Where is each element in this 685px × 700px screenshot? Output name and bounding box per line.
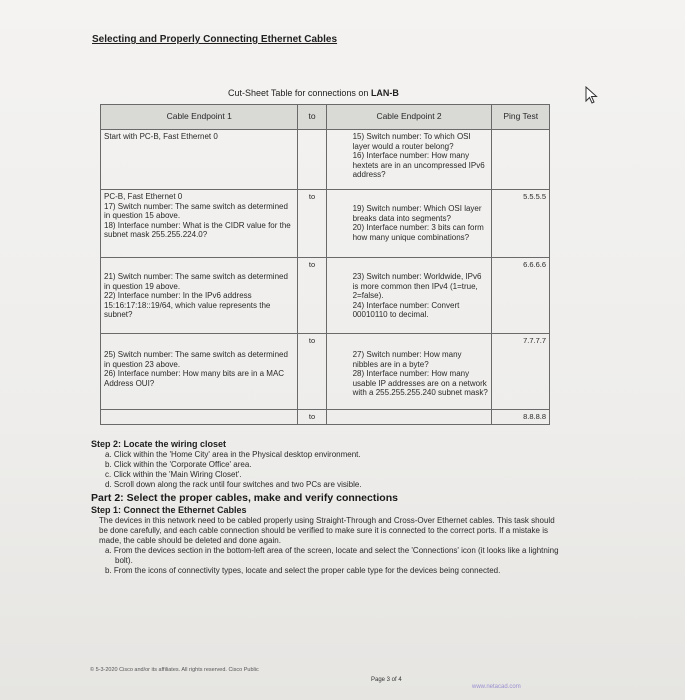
step2-heading: Step 2: Locate the wiring closet (91, 439, 227, 449)
table-row (101, 334, 550, 410)
step2-item-b: b. Click within the 'Corporate Office' area. (105, 460, 252, 469)
row2-ep2-line1: 19) Switch number: Which OSI layer breaks data into segments? (352, 204, 482, 223)
table-row (101, 410, 550, 425)
row4-ep1-line1: 25) Switch number: The same switch as determined in question 23 above. (104, 350, 288, 369)
row3-ep1-line2: 22) Interface number: In the IPv6 address 15:16:17:18::19/64, which value represents the subnet? (104, 291, 271, 319)
row2-ep1-line2: 17) Switch number: The same switch as determined in question 15 above. (104, 201, 288, 220)
row4-endpoint-2 (326, 334, 492, 410)
row3-ping: 6.6.6.6 (492, 258, 550, 334)
row5-to: to (298, 410, 326, 425)
table-row (101, 130, 550, 190)
cut-sheet-table (100, 104, 550, 425)
row2-endpoint-1 (101, 190, 298, 258)
row3-ep2-line1: 23) Switch number: Worldwide, IPv6 is more common then IPv4 (1=true, 2=false). (352, 272, 482, 300)
step1-paragraph: The devices in this network need to be cabled properly using Straight-Through and Cross-Over Ethernet cables. This task should be done carefully, and each cable connection should be verified to make sure it is connected to the correct ports. If a mistake is made, the cable should be deleted and done again. (99, 516, 555, 545)
row1-ep1-line1: Start with PC-B, Fast Ethernet 0 (104, 132, 218, 141)
table-row (101, 258, 550, 334)
row4-endpoint-1 (101, 334, 298, 410)
cut-sheet-title (228, 88, 399, 98)
header-to: to (298, 105, 326, 130)
row5-endpoint-1 (101, 410, 298, 425)
header-endpoint-2: Cable Endpoint 2 (326, 105, 492, 130)
row4-ping: 7.7.7.7 (492, 334, 550, 410)
row1-endpoint-1 (101, 130, 298, 190)
mouse-cursor-icon (584, 86, 600, 106)
instructions (91, 439, 561, 576)
row3-endpoint-1 (101, 258, 298, 334)
row5-endpoint-2 (326, 410, 492, 425)
footer-copyright: © 5-3-2020 Cisco and/or its affiliates. All rights reserved. Cisco Public (90, 667, 259, 673)
table-header-row (101, 105, 550, 130)
cut-sheet-title-lan: LAN-B (370, 88, 399, 98)
row1-ep2-line2: 16) Interface number: How many hextets are in an uncompressed IPv6 address? (352, 151, 485, 179)
row1-ep2-line1: 15) Switch number: To which OSI layer would a router belong? (352, 132, 471, 151)
step2-item-c: c. Click within the 'Main Wiring Closet'. (105, 470, 242, 479)
row4-ep1-line2: 26) Interface number: How many bits are in a MAC Address OUI? (104, 369, 285, 388)
row5-ping: 8.8.8.8 (492, 410, 550, 425)
row2-ep1-line3: 18) Interface number: What is the CIDR value for the subnet mask 255.255.224.0? (104, 220, 291, 239)
row2-to: to (298, 190, 326, 258)
table-row (101, 190, 550, 258)
row3-to: to (298, 258, 326, 334)
part2-heading: Part 2: Select the proper cables, make and verify connections (91, 492, 398, 504)
row4-ep2-line2: 28) Interface number: How many usable IP addresses are on a network with a 255.255.255.240 subnet mask? (352, 369, 488, 397)
document-title: Selecting and Properly Connecting Ethernet Cables (92, 34, 338, 45)
step1-item-b: b. From the icons of connectivity types, locate and select the proper cable type for the devices being connected. (105, 566, 501, 575)
step1-item-a: a. From the devices section in the bottom-left area of the screen, locate and select the 'Connections' icon (it looks like a lightning bolt). (105, 546, 559, 565)
step1-heading: Step 1: Connect the Ethernet Cables (91, 505, 247, 515)
cut-sheet-title-prefix: Cut-Sheet Table for connections on (228, 88, 371, 98)
header-ping-test: Ping Test (492, 105, 550, 130)
row2-endpoint-2 (326, 190, 492, 258)
row2-ep1-line1: PC-B, Fast Ethernet 0 (104, 192, 183, 201)
header-endpoint-1: Cable Endpoint 1 (101, 105, 298, 130)
row3-endpoint-2 (326, 258, 492, 334)
footer-site: www.netacad.com (472, 684, 521, 690)
row4-ep2-line1: 27) Switch number: How many nibbles are in a byte? (352, 350, 462, 369)
row1-ping (492, 130, 550, 190)
row4-to: to (298, 334, 326, 410)
row3-ep1-line1: 21) Switch number: The same switch as determined in question 19 above. (104, 272, 288, 291)
footer-page-number: Page 3 of 4 (371, 677, 402, 683)
row2-ping: 5.5.5.5 (492, 190, 550, 258)
row2-ep2-line2: 20) Interface number: 3 bits can form how many unique combinations? (352, 223, 484, 242)
row3-ep2-line2: 24) Interface number: Convert 00010110 to decimal. (352, 300, 460, 319)
row1-to (298, 130, 326, 190)
step2-item-a: a. Click within the 'Home City' area in the Physical desktop environment. (105, 450, 361, 459)
step2-item-d: d. Scroll down along the rack until four switches and two PCs are visible. (105, 480, 362, 489)
row1-endpoint-2 (326, 130, 492, 190)
